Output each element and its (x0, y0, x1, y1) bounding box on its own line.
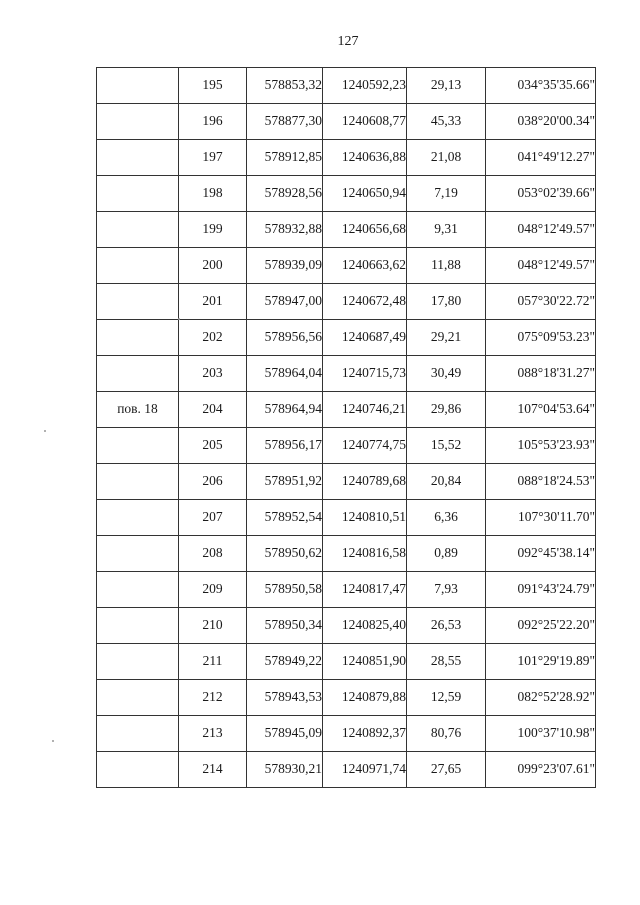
distance-cell: 17,80 (407, 284, 486, 320)
distance-cell: 45,33 (407, 104, 486, 140)
distance-cell: 28,55 (407, 644, 486, 680)
table-row (97, 320, 596, 356)
x-coordinate-cell: 578951,92 (247, 464, 323, 500)
y-coordinate-cell: 1240825,40 (323, 608, 407, 644)
table-row (97, 248, 596, 284)
turn-point-cell (97, 752, 179, 788)
distance-cell: 12,59 (407, 680, 486, 716)
direction-angle-cell: 053°02'39.66" (486, 176, 596, 212)
x-coordinate-cell: 578939,09 (247, 248, 323, 284)
turn-point-cell (97, 464, 179, 500)
y-coordinate-cell: 1240971,74 (323, 752, 407, 788)
distance-cell: 6,36 (407, 500, 486, 536)
direction-angle-cell: 088°18'31.27" (486, 356, 596, 392)
turn-point-cell (97, 68, 179, 104)
y-coordinate-cell: 1240663,62 (323, 248, 407, 284)
point-number-cell: 209 (179, 572, 247, 608)
y-coordinate-cell: 1240789,68 (323, 464, 407, 500)
point-number-cell: 199 (179, 212, 247, 248)
turn-point-cell (97, 320, 179, 356)
y-coordinate-cell: 1240817,47 (323, 572, 407, 608)
table-row (97, 644, 596, 680)
scan-speck (52, 740, 54, 742)
x-coordinate-cell: 578945,09 (247, 716, 323, 752)
point-number-cell: 202 (179, 320, 247, 356)
x-coordinate-cell: 578928,56 (247, 176, 323, 212)
direction-angle-cell: 100°37'10.98" (486, 716, 596, 752)
turn-point-cell (97, 572, 179, 608)
point-number-cell: 213 (179, 716, 247, 752)
x-coordinate-cell: 578964,04 (247, 356, 323, 392)
table-row (97, 680, 596, 716)
direction-angle-cell: 092°45'38.14" (486, 536, 596, 572)
point-number-cell: 198 (179, 176, 247, 212)
turn-point-cell (97, 608, 179, 644)
x-coordinate-cell: 578943,53 (247, 680, 323, 716)
direction-angle-cell: 092°25'22.20" (486, 608, 596, 644)
distance-cell: 29,21 (407, 320, 486, 356)
x-coordinate-cell: 578877,30 (247, 104, 323, 140)
point-number-cell: 197 (179, 140, 247, 176)
direction-angle-cell: 048°12'49.57" (486, 248, 596, 284)
turn-point-cell (97, 212, 179, 248)
point-number-cell: 211 (179, 644, 247, 680)
distance-cell: 26,53 (407, 608, 486, 644)
y-coordinate-cell: 1240774,75 (323, 428, 407, 464)
coordinates-table (96, 67, 596, 788)
point-number-cell: 204 (179, 392, 247, 428)
y-coordinate-cell: 1240636,88 (323, 140, 407, 176)
x-coordinate-cell: 578950,58 (247, 572, 323, 608)
table-row (97, 716, 596, 752)
direction-angle-cell: 107°30'11.70" (486, 500, 596, 536)
x-coordinate-cell: 578947,00 (247, 284, 323, 320)
x-coordinate-cell: 578949,22 (247, 644, 323, 680)
table-row (97, 140, 596, 176)
distance-cell: 7,93 (407, 572, 486, 608)
turn-point-cell (97, 176, 179, 212)
x-coordinate-cell: 578956,17 (247, 428, 323, 464)
point-number-cell: 195 (179, 68, 247, 104)
x-coordinate-cell: 578932,88 (247, 212, 323, 248)
direction-angle-cell: 041°49'12.27" (486, 140, 596, 176)
distance-cell: 30,49 (407, 356, 486, 392)
y-coordinate-cell: 1240879,88 (323, 680, 407, 716)
distance-cell: 27,65 (407, 752, 486, 788)
table-row (97, 356, 596, 392)
distance-cell: 21,08 (407, 140, 486, 176)
distance-cell: 80,76 (407, 716, 486, 752)
y-coordinate-cell: 1240816,58 (323, 536, 407, 572)
table-row (97, 176, 596, 212)
point-number-cell: 201 (179, 284, 247, 320)
x-coordinate-cell: 578950,34 (247, 608, 323, 644)
direction-angle-cell: 099°23'07.61" (486, 752, 596, 788)
direction-angle-cell: 057°30'22.72" (486, 284, 596, 320)
x-coordinate-cell: 578964,94 (247, 392, 323, 428)
table-row (97, 572, 596, 608)
table-row (97, 392, 596, 428)
turn-point-cell (97, 644, 179, 680)
turn-point-cell (97, 248, 179, 284)
y-coordinate-cell: 1240650,94 (323, 176, 407, 212)
point-number-cell: 205 (179, 428, 247, 464)
point-number-cell: 210 (179, 608, 247, 644)
y-coordinate-cell: 1240687,49 (323, 320, 407, 356)
x-coordinate-cell: 578952,54 (247, 500, 323, 536)
turn-point-cell (97, 356, 179, 392)
direction-angle-cell: 105°53'23.93" (486, 428, 596, 464)
scan-speck (178, 318, 180, 320)
direction-angle-cell: 075°09'53.23" (486, 320, 596, 356)
point-number-cell: 212 (179, 680, 247, 716)
page-number: 127 (337, 34, 359, 49)
x-coordinate-cell: 578912,85 (247, 140, 323, 176)
y-coordinate-cell: 1240608,77 (323, 104, 407, 140)
turn-point-cell (97, 104, 179, 140)
point-number-cell: 208 (179, 536, 247, 572)
distance-cell: 0,89 (407, 536, 486, 572)
direction-angle-cell: 048°12'49.57" (486, 212, 596, 248)
x-coordinate-cell: 578853,32 (247, 68, 323, 104)
y-coordinate-cell: 1240810,51 (323, 500, 407, 536)
direction-angle-cell: 091°43'24.79" (486, 572, 596, 608)
table-row (97, 752, 596, 788)
point-number-cell: 206 (179, 464, 247, 500)
turn-point-cell (97, 500, 179, 536)
turn-point-cell (97, 536, 179, 572)
y-coordinate-cell: 1240851,90 (323, 644, 407, 680)
turn-point-cell (97, 428, 179, 464)
y-coordinate-cell: 1240592,23 (323, 68, 407, 104)
x-coordinate-cell: 578956,56 (247, 320, 323, 356)
distance-cell: 29,86 (407, 392, 486, 428)
table-row (97, 212, 596, 248)
y-coordinate-cell: 1240715,73 (323, 356, 407, 392)
scan-speck (44, 430, 46, 432)
y-coordinate-cell: 1240656,68 (323, 212, 407, 248)
distance-cell: 29,13 (407, 68, 486, 104)
turn-point-cell (97, 140, 179, 176)
distance-cell: 15,52 (407, 428, 486, 464)
distance-cell: 20,84 (407, 464, 486, 500)
table-row (97, 284, 596, 320)
table-row (97, 536, 596, 572)
table-row (97, 500, 596, 536)
point-number-cell: 207 (179, 500, 247, 536)
y-coordinate-cell: 1240746,21 (323, 392, 407, 428)
x-coordinate-cell: 578950,62 (247, 536, 323, 572)
turn-point-cell (97, 284, 179, 320)
point-number-cell: 200 (179, 248, 247, 284)
distance-cell: 11,88 (407, 248, 486, 284)
direction-angle-cell: 101°29'19.89" (486, 644, 596, 680)
table-row (97, 68, 596, 104)
direction-angle-cell: 088°18'24.53" (486, 464, 596, 500)
y-coordinate-cell: 1240672,48 (323, 284, 407, 320)
direction-angle-cell: 107°04'53.64" (486, 392, 596, 428)
table-row (97, 464, 596, 500)
x-coordinate-cell: 578930,21 (247, 752, 323, 788)
point-number-cell: 214 (179, 752, 247, 788)
table-row (97, 428, 596, 464)
distance-cell: 9,31 (407, 212, 486, 248)
direction-angle-cell: 038°20'00.34" (486, 104, 596, 140)
table-row (97, 104, 596, 140)
table-row (97, 608, 596, 644)
turn-point-cell: пов. 18 (97, 392, 179, 428)
turn-point-cell (97, 716, 179, 752)
point-number-cell: 203 (179, 356, 247, 392)
point-number-cell: 196 (179, 104, 247, 140)
distance-cell: 7,19 (407, 176, 486, 212)
table-body (97, 68, 596, 788)
turn-point-cell (97, 680, 179, 716)
y-coordinate-cell: 1240892,37 (323, 716, 407, 752)
direction-angle-cell: 082°52'28.92" (486, 680, 596, 716)
direction-angle-cell: 034°35'35.66" (486, 68, 596, 104)
